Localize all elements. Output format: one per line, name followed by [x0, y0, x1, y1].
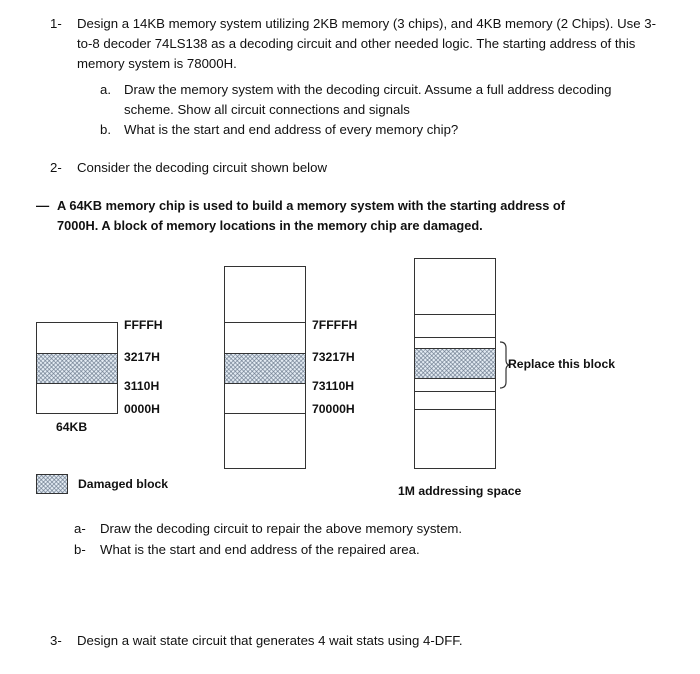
chip-addr-bottom: 0000H [124, 402, 160, 416]
system-addr-bottom: 70000H [312, 402, 355, 416]
address-space-label: 1M addressing space [398, 484, 522, 498]
system-damaged-block [224, 353, 306, 384]
address-space-divider-4 [414, 409, 496, 410]
legend-label: Damaged block [78, 477, 169, 491]
q2-number: 2- [50, 160, 62, 175]
chip-size-label: 64KB [56, 420, 88, 434]
replace-block-label: Replace this block [508, 357, 616, 371]
q2b-marker: b- [74, 542, 86, 557]
address-space-divider-1 [414, 314, 496, 315]
q1a-marker: a. [100, 82, 111, 97]
chip-addr-damage-end: 3217H [124, 350, 160, 364]
q2-intro: Consider the decoding circuit shown below [77, 160, 327, 175]
q3-text: Design a wait state circuit that generates 4 wait stats using 4-DFF. [77, 633, 463, 648]
q2-dash: — [36, 198, 50, 213]
chip-addr-top: FFFFH [124, 318, 163, 332]
q2a-text: Draw the decoding circuit to repair the above memory system. [100, 521, 463, 536]
q3-number: 3- [50, 633, 62, 648]
q1-number: 1- [50, 16, 62, 31]
legend-swatch [36, 474, 68, 494]
q1b-marker: b. [100, 122, 111, 137]
system-map-divider-bottom [224, 413, 306, 414]
address-space-divider-3 [414, 391, 496, 392]
replacement-block [414, 348, 496, 379]
chip-damaged-block [36, 353, 118, 384]
system-map-divider-top [224, 322, 306, 323]
system-addr-damage-end: 73217H [312, 350, 355, 364]
q1b-text: What is the start and end address of every memory chip? [124, 122, 459, 137]
q1-text: Design a 14KB memory system utilizing 2KB memory (3 chips), and 4KB memory (2 Chips). Use 3-to-8 decoder 74LS138 as a decoding circuit and other needed logic. The starting address of this memory system is 78000H. [77, 16, 656, 71]
system-addr-damage-start: 73110H [312, 379, 355, 393]
address-space-divider-2 [414, 337, 496, 338]
q1a-text: Draw the memory system with the decoding circuit. Assume a full address decoding scheme. Show all circuit connections and signals [124, 82, 612, 117]
q2a-marker: a- [74, 521, 86, 536]
chip-addr-damage-start: 3110H [124, 379, 160, 393]
system-addr-top: 7FFFFH [312, 318, 358, 332]
q2b-text: What is the start and end address of the repaired area. [100, 542, 420, 557]
q2-problem: A 64KB memory chip is used to build a memory system with the starting address of 7000H. A block of memory locations in the memory chip are damaged. [57, 198, 565, 233]
